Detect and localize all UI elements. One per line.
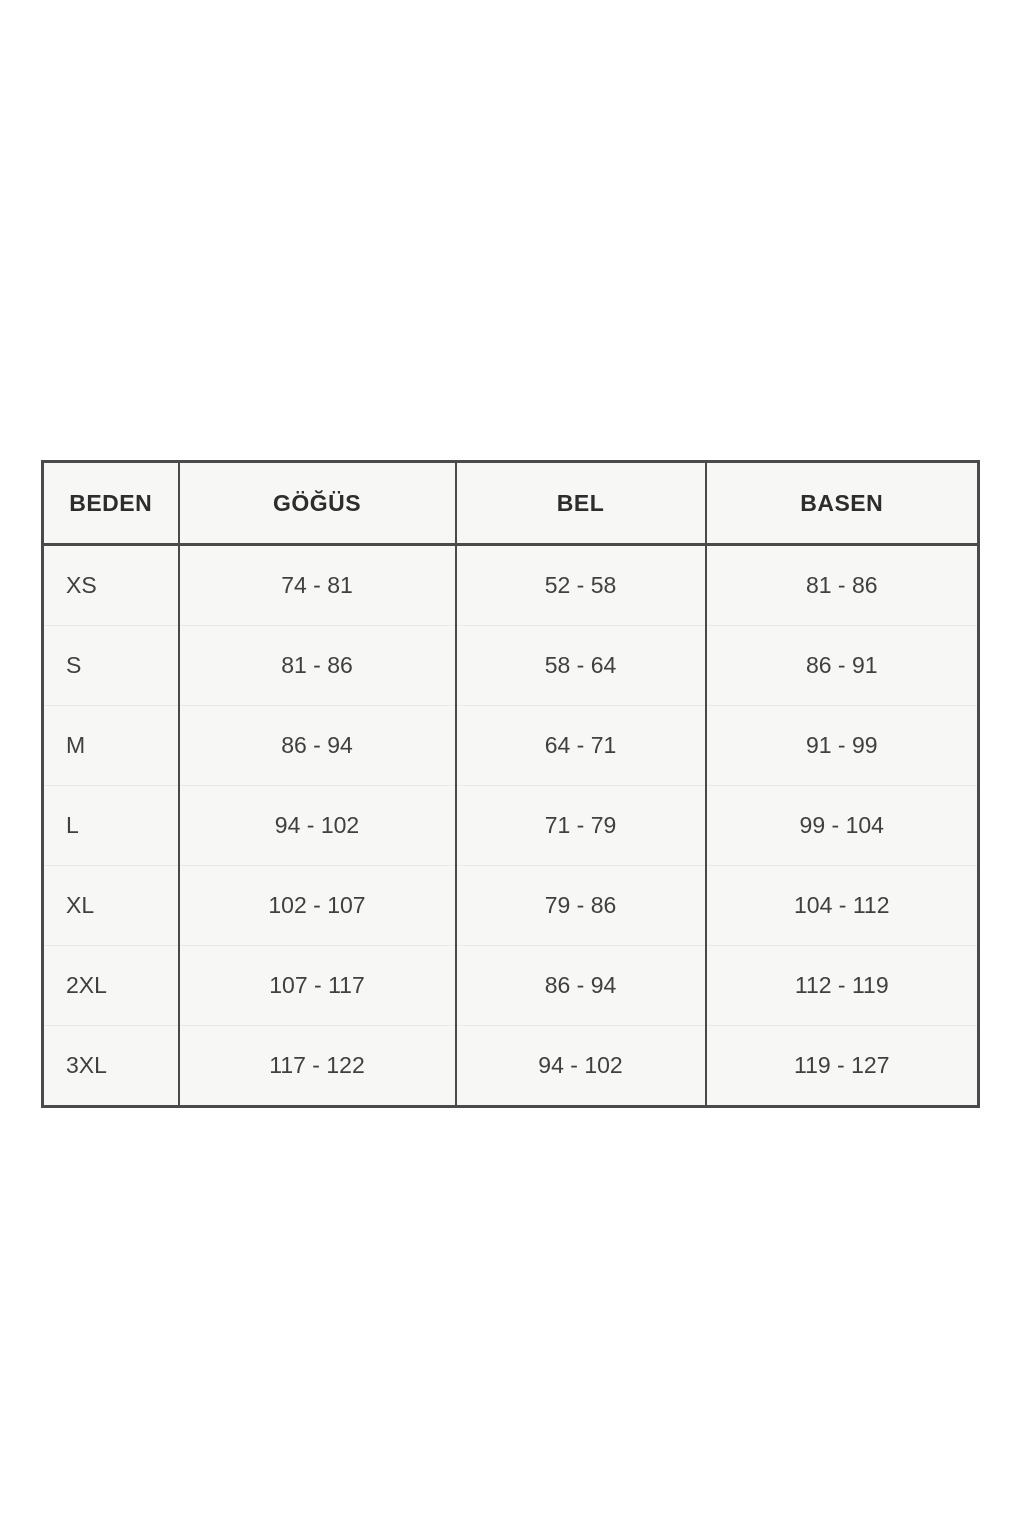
header-cell-waist: BEL	[456, 462, 706, 545]
table-row	[43, 626, 979, 706]
waist-cell: 86 - 94	[456, 946, 706, 1026]
size-cell: XL	[43, 866, 179, 946]
waist-cell: 58 - 64	[456, 626, 706, 706]
size-cell: S	[43, 626, 179, 706]
hips-cell: 119 - 127	[706, 1026, 979, 1107]
chest-cell: 74 - 81	[179, 545, 456, 626]
table-row	[43, 866, 979, 946]
hips-cell: 104 - 112	[706, 866, 979, 946]
hips-cell: 112 - 119	[706, 946, 979, 1026]
hips-cell: 86 - 91	[706, 626, 979, 706]
size-cell: L	[43, 786, 179, 866]
hips-cell: 81 - 86	[706, 545, 979, 626]
chest-cell: 102 - 107	[179, 866, 456, 946]
size-cell: XS	[66, 572, 97, 598]
waist-cell: 94 - 102	[456, 1026, 706, 1107]
chest-cell: 117 - 122	[179, 1026, 456, 1107]
size-chart-table	[41, 460, 980, 1108]
header-cell-hips: BASEN	[706, 462, 979, 545]
size-chart	[41, 460, 977, 1087]
table-row	[43, 545, 979, 626]
table-row	[43, 706, 979, 786]
header-cell-size: BEDEN	[43, 462, 179, 545]
header-cell-chest: GÖĞÜS	[179, 462, 456, 545]
chest-cell: 94 - 102	[179, 786, 456, 866]
waist-cell: 79 - 86	[456, 866, 706, 946]
chest-cell: 81 - 86	[179, 626, 456, 706]
chest-cell: 86 - 94	[179, 706, 456, 786]
chest-cell: 107 - 117	[179, 946, 456, 1026]
table-row	[43, 786, 979, 866]
size-cell: 2XL	[43, 946, 179, 1026]
table-row	[43, 1026, 979, 1107]
hips-cell: 99 - 104	[706, 786, 979, 866]
waist-cell: 71 - 79	[456, 786, 706, 866]
waist-cell: 64 - 71	[456, 706, 706, 786]
size-chart-header-row	[43, 462, 979, 545]
size-cell: M	[43, 706, 179, 786]
waist-cell: 52 - 58	[456, 545, 706, 626]
table-row	[43, 946, 979, 1026]
size-cell: 3XL	[43, 1026, 179, 1107]
hips-cell: 91 - 99	[706, 706, 979, 786]
